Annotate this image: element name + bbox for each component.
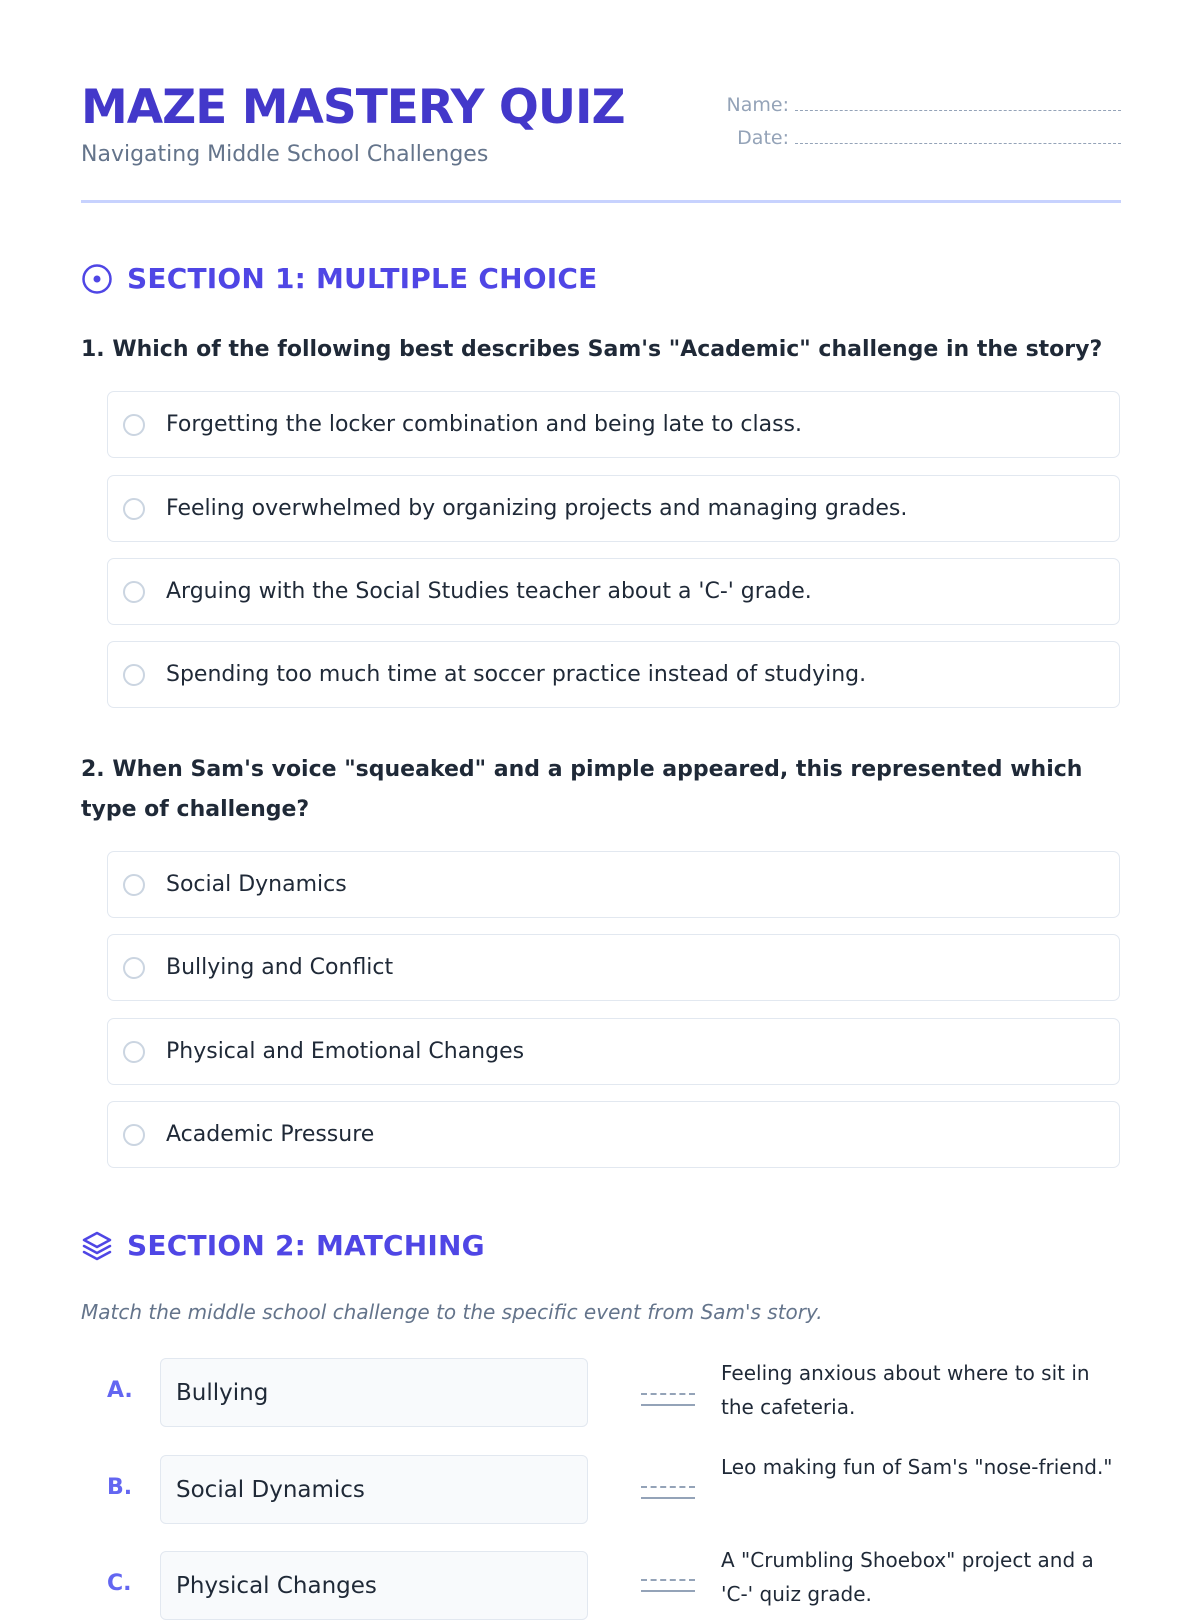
option-label: Physical and Emotional Changes [166,1039,525,1064]
q2-option-1[interactable] [107,851,1120,918]
match-description-2: Leo making fun of Sam's "nose-friend." [721,1455,1113,1479]
question-1: 1. Which of the following best describes Sam's "Academic" challenge in the story? [81,337,1103,362]
name-label: Name: [726,94,789,116]
match-term-a: Bullying [160,1358,588,1427]
answer-blank[interactable] [641,1579,695,1592]
section-2-heading [81,1229,485,1262]
option-label: Academic Pressure [166,1122,375,1147]
student-info [721,94,1121,160]
q1-option-2[interactable] [107,475,1120,542]
option-label: Spending too much time at soccer practice instead of studying. [166,662,867,687]
q2-option-4[interactable] [107,1101,1120,1168]
match-letter-b: B. [107,1475,133,1500]
radio-button[interactable] [123,1041,145,1063]
date-label: Date: [737,127,789,149]
q1-option-1[interactable] [107,391,1120,458]
q1-option-4[interactable] [107,641,1120,708]
layers-icon [81,1230,113,1262]
date-blank[interactable] [795,129,1121,144]
header-divider [81,200,1121,203]
radio-button[interactable] [123,957,145,979]
question-2: 2. When Sam's voice "squeaked" and a pimple appeared, this represented which type of challenge? [81,757,1083,822]
name-row [721,94,1121,127]
q1-option-3[interactable] [107,558,1120,625]
option-label: Bullying and Conflict [166,955,394,980]
option-label: Forgetting the locker combination and being late to class. [166,412,803,437]
answer-blank[interactable] [641,1486,695,1499]
match-description-1: Feeling anxious about where to sit in the cafeteria. [721,1361,1090,1419]
answer-blank[interactable] [641,1393,695,1406]
date-row [721,127,1121,160]
radio-button[interactable] [123,498,145,520]
radio-button[interactable] [123,664,145,686]
section-1-title: SECTION 1: MULTIPLE CHOICE [127,262,598,295]
q2-option-2[interactable] [107,934,1120,1001]
name-blank[interactable] [795,96,1121,111]
option-label: Feeling overwhelmed by organizing projects and managing grades. [166,496,908,521]
quiz-header [81,80,1121,204]
match-letter-c: C. [107,1571,132,1596]
page-subtitle: Navigating Middle School Challenges [81,142,489,167]
q2-option-3[interactable] [107,1018,1120,1085]
radio-button[interactable] [123,1124,145,1146]
section-2-title: SECTION 2: MATCHING [127,1229,485,1262]
radio-button[interactable] [123,414,145,436]
section-1-heading [81,262,597,295]
radio-button[interactable] [123,581,145,603]
target-circle-icon [81,263,113,295]
match-description-3: A "Crumbling Shoebox" project and a 'C-' quiz grade. [721,1548,1094,1606]
option-label: Arguing with the Social Studies teacher about a 'C-' grade. [166,579,812,604]
match-term-c: Physical Changes [160,1551,588,1620]
match-term-b: Social Dynamics [160,1455,588,1524]
page-title: MAZE MASTERY QUIZ [81,80,625,135]
radio-button[interactable] [123,874,145,896]
match-letter-a: A. [107,1378,133,1403]
option-label: Social Dynamics [166,872,347,897]
matching-instructions: Match the middle school challenge to the specific event from Sam's story. [81,1300,823,1324]
